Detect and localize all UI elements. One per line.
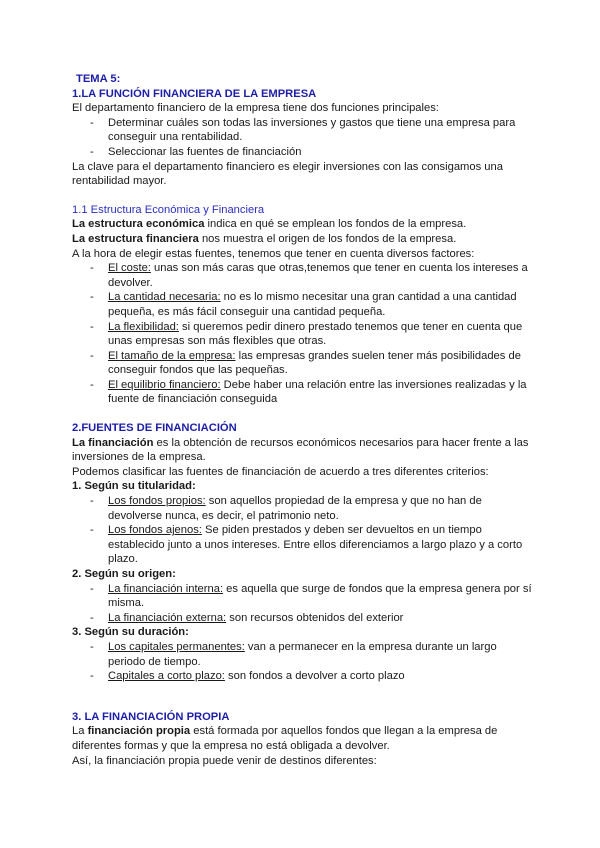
list-item: - El equilibrio financiero: Debe haber una relación entre las inversiones realizadas y la fuente de financiación conseguida <box>90 378 527 406</box>
criterio-titularidad-title: 1. Según su titularidad: <box>72 480 196 493</box>
estructura-financiera: La estructura financiera nos muestra el origen de los fondos de la empresa. <box>72 232 457 245</box>
financiacion-definition: La financiación es la obtención de recursos económicos necesarios para hacer frente a las inversiones de la empresa. <box>72 436 529 464</box>
factores-intro: A la hora de elegir estas fuentes, tenemos que tener en cuenta diversos factores: <box>72 247 475 260</box>
list-item: - Los fondos propios: son aquellos propiedad de la empresa y que no han de devolverse nunca, es decir, el patrimonio neto. <box>90 495 482 522</box>
tema-heading: TEMA 5: <box>76 73 121 85</box>
titularidad-list <box>72 494 532 567</box>
duracion-list <box>72 640 532 684</box>
financiacion-propia-definition: La financiación propia está formada por aquellos fondos que llegan a la empresa de diferentes formas y que la empresa no está obligada a devolver. <box>72 725 498 752</box>
section-2-title: 2.FUENTES DE FINANCIACIÓN <box>72 422 237 435</box>
list-item: - La financiación externa: son recursos obtenidos del exterior <box>90 611 404 624</box>
list-item: - La flexibilidad: si queremos pedir dinero prestado tenemos que tener en cuenta que unas empresas son más flexibles que otras. <box>90 320 523 348</box>
section-1-1-title: 1.1 Estructura Económica y Financiera <box>72 203 265 216</box>
list-item: - Los capitales permanentes: van a permanecer en la empresa durante un largo periodo de tiempo. <box>90 640 497 668</box>
list-item: - Determinar cuáles son todas las inversiones y gastos que tiene una empresa para conseguir una rentabilidad. <box>90 116 516 144</box>
section-1-list <box>72 116 532 160</box>
criterios-intro: Podemos clasificar las fuentes de financiación de acuerdo a tres diferentes criterios: <box>72 465 489 478</box>
list-item: - El coste: unas son más caras que otras,tenemos que tener en cuenta los intereses a devolver. <box>90 262 528 289</box>
factores-list <box>72 261 532 407</box>
list-item: - Los fondos ajenos: Se piden prestados y deben ser devueltos en un tiempo establecido junto a unos intereses. Entre ellos diferenciamos a largo plazo y a corto plazo. <box>90 524 523 566</box>
section-1-intro: El departamento financiero de la empresa tiene dos funciones principales: <box>72 102 439 115</box>
section-3-title: 3. LA FINANCIACIÓN PROPIA <box>72 710 230 723</box>
list-item: - Seleccionar las fuentes de financiación <box>90 145 302 158</box>
estructura-economica: La estructura económica indica en qué se emplean los fondos de la empresa. <box>72 218 467 231</box>
list-item: - La financiación interna: es aquella que surge de fondos que la empresa genera por sí misma. <box>90 582 532 610</box>
list-item: - El tamaño de la empresa: las empresas grandes suelen tener más posibilidades de conseguir fondos que las pequeñas. <box>90 349 521 377</box>
origen-list <box>72 582 532 626</box>
section-1-title: 1.LA FUNCIÓN FINANCIERA DE LA EMPRESA <box>72 87 317 100</box>
section-3-closing: Así, la financiación propia puede venir de destinos diferentes: <box>72 754 377 767</box>
section-1-closing: La clave para el departamento financiero es elegir inversiones con las consigamos una rentabilidad mayor. <box>72 160 503 188</box>
list-item: - Capitales a corto plazo: son fondos a devolver a corto plazo <box>90 670 405 683</box>
criterio-duracion-title: 3. Según su duración: <box>72 626 189 639</box>
document-content <box>72 72 532 768</box>
list-item: - La cantidad necesaria: no es lo mismo necesitar una gran cantidad a una cantidad pequeña, es más fácil conseguir una cantidad pequeña. <box>90 291 517 318</box>
criterio-origen-title: 2. Según su origen: <box>72 568 176 580</box>
